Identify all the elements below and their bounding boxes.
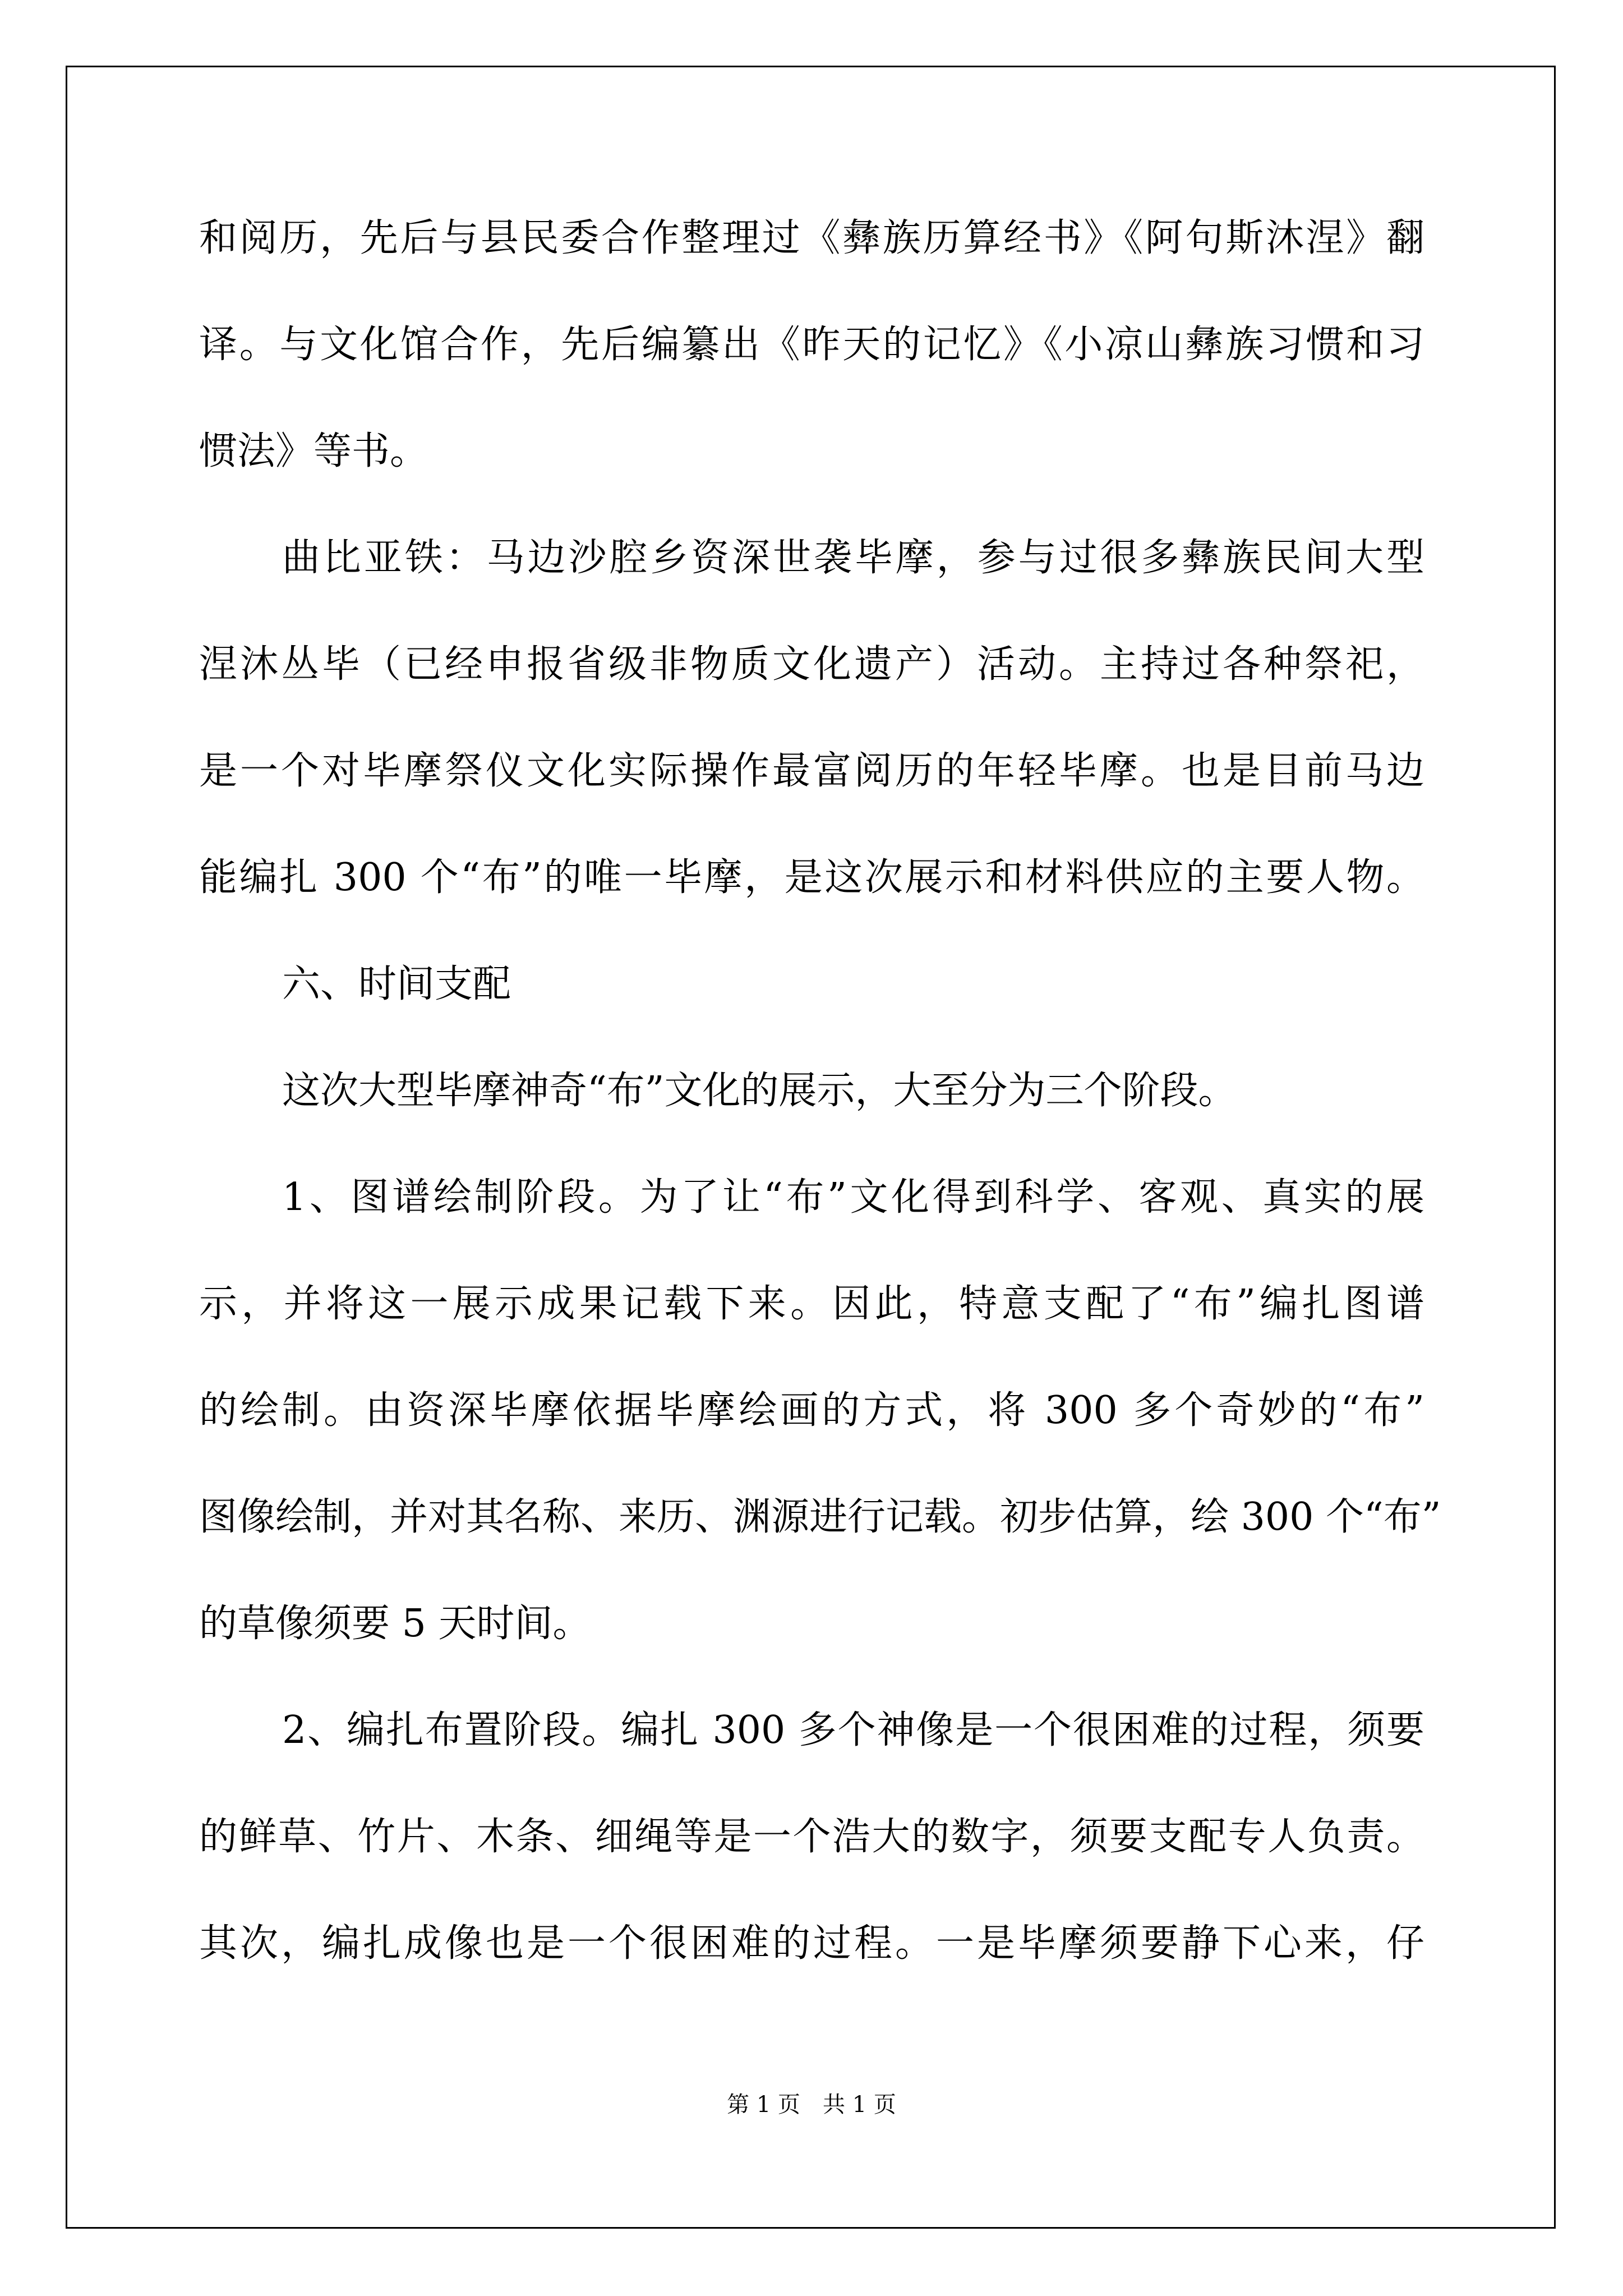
text-line: 译。与文化馆合作，先后编纂出《昨天的记忆》《小凉山彝族习惯和习 [199, 323, 1424, 367]
section-heading: 六、时间支配 [282, 962, 511, 1006]
page-number-footer: 第 1 页 共 1 页 [727, 2092, 896, 2118]
text-line: 的草像须要 5 天时间。 [199, 1602, 591, 1646]
text-line: 能编扎 300 个“布”的唯一毕摩，是这次展示和材料供应的主要人物。 [199, 855, 1424, 900]
text-line: 示，并将这一展示成果记载下来。因此，特意支配了“布”编扎图谱 [199, 1282, 1424, 1326]
text-line: 的鲜草、竹片、木条、细绳等是一个浩大的数字，须要支配专人负责。 [199, 1815, 1424, 1859]
paragraph-start: 1、图谱绘制阶段。为了让“布”文化得到科学、客观、真实的展 [282, 1175, 1424, 1220]
text-line: 图像绘制，并对其名称、来历、渊源进行记载。初步估算，绘 300 个“布” [199, 1495, 1441, 1539]
text-line: 惯法》等书。 [199, 429, 428, 473]
paragraph-start: 曲比亚铁：马边沙腔乡资深世袭毕摩，参与过很多彝族民间大型 [282, 536, 1424, 580]
text-line: 涅沐丛毕（已经申报省级非物质文化遗产）活动。主持过各种祭祀， [199, 642, 1424, 687]
page-border [66, 66, 1556, 2229]
text-line: 是一个对毕摩祭仪文化实际操作最富阅历的年轻毕摩。也是目前马边 [199, 749, 1424, 793]
paragraph-start: 2、编扎布置阶段。编扎 300 多个神像是一个很困难的过程，须要 [282, 1708, 1424, 1752]
text-line: 的绘制。由资深毕摩依据毕摩绘画的方式，将 300 多个奇妙的“布” [199, 1388, 1424, 1433]
text-line: 其次，编扎成像也是一个很困难的过程。一是毕摩须要静下心来，仔 [199, 1921, 1424, 1966]
paragraph-start: 这次大型毕摩神奇“布”文化的展示，大至分为三个阶段。 [282, 1069, 1237, 1113]
text-line: 和阅历，先后与县民委合作整理过《彝族历算经书》《阿句斯沐涅》翻 [199, 216, 1424, 260]
